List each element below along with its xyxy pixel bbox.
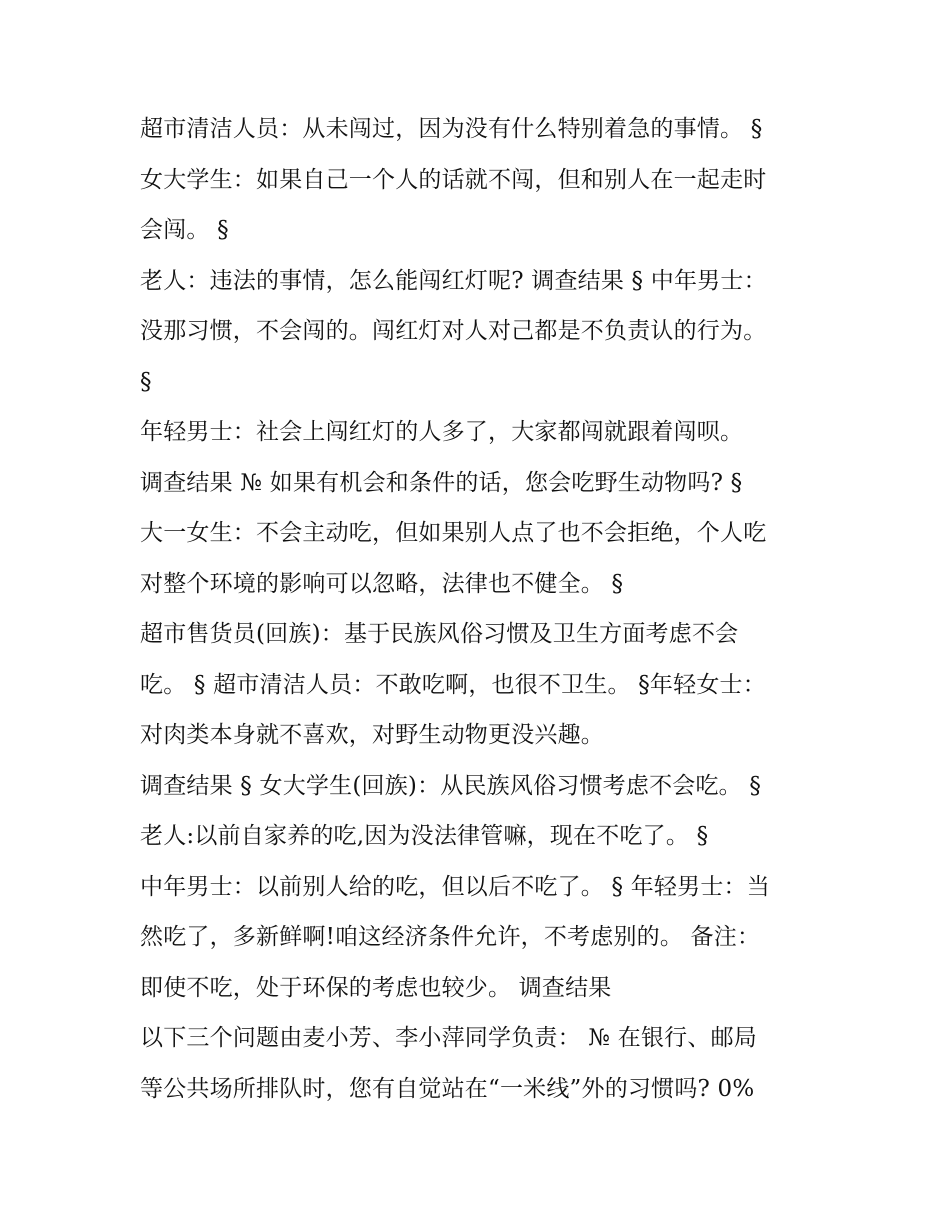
text-line: 调查结果 § 女大学生(回族)：从民族风俗习惯考虑不会吃。 § [140, 772, 762, 799]
text-line: 对肉类本身就不喜欢，对野生动物更没兴趣。 [140, 722, 604, 748]
text-line: 老人:以前自家养的吃,因为没法律管嘛，现在不吃了。 § [140, 823, 709, 849]
text-line: 调查结果 № 如果有机会和条件的话，您会吃野生动物吗? § [140, 469, 743, 496]
text-line: 女大学生：如果自己一个人的话就不闯，但和别人在一起走时 [140, 166, 767, 193]
text-line: 大一女生：不会主动吃，但如果别人点了也不会拒绝，个人吃 [140, 520, 767, 546]
body-text [140, 104, 820, 1114]
text-line: 吃。 § 超市清洁人员：不敢吃啊，也很不卫生。 §年轻女士： [140, 671, 766, 698]
text-line: 超市清洁人员：从未闯过，因为没有什么特别着急的事情。 § [140, 116, 763, 142]
text-line: 中年男士：以前别人给的吃，但以后不吃了。 § 年轻男士：当 [140, 873, 770, 900]
text-line: 等公共场所排队时，您有自觉站在“一米线”外的习惯吗? 0% [140, 1075, 755, 1102]
text-line: 对整个环境的影响可以忽略，法律也不健全。 § [140, 570, 624, 597]
text-line: 会闯。 § [140, 217, 229, 243]
text-line: 超市售货员(回族)：基于民族风俗习惯及卫生方面考虑不会 [140, 621, 739, 647]
text-line: 即使不吃，处于环保的考虑也较少。 调查结果 [140, 974, 612, 1001]
text-line: 老人：违法的事情，怎么能闯红灯呢? 调查结果 § 中年男士： [140, 267, 767, 294]
text-line: 以下三个问题由麦小芳、李小萍同学负责： № 在银行、邮局 [140, 1025, 757, 1051]
text-line: 年轻男士：社会上闯红灯的人多了，大家都闯就跟着闯呗。 [140, 419, 744, 445]
text-line: 没那习惯，不会闯的。闯红灯对人对己都是不负责认的行为。 [140, 318, 767, 344]
text-line: § [140, 368, 152, 395]
text-line: 然吃了，多新鲜啊!咱这经济条件允许，不考虑别的。 备注： [140, 924, 761, 950]
